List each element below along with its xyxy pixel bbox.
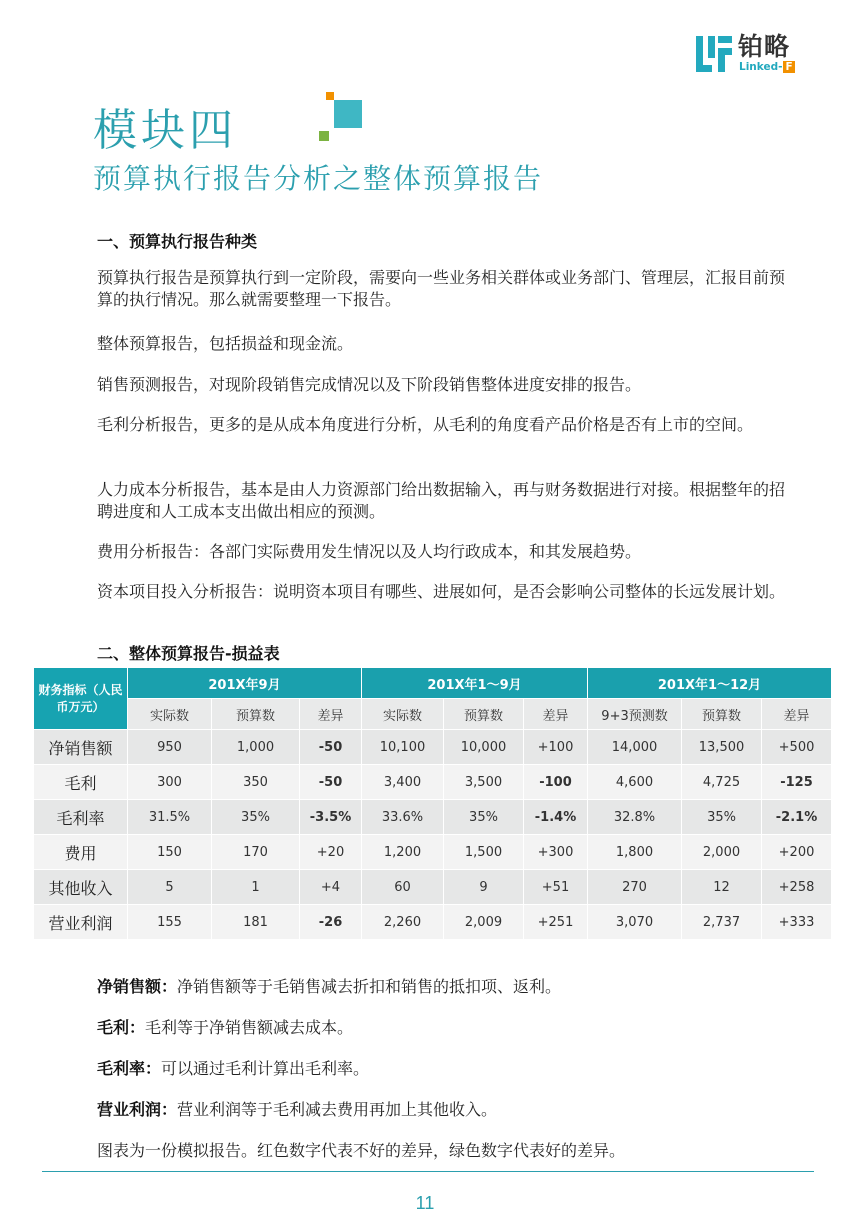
column-header: 预算数 xyxy=(212,699,300,730)
row-label: 毛利 xyxy=(34,765,128,800)
row-label: 净销售额 xyxy=(34,730,128,765)
table-cell: 35% xyxy=(444,800,524,835)
table-cell: 155 xyxy=(128,905,212,940)
footer-divider xyxy=(42,1171,814,1172)
table-cell: 10,100 xyxy=(362,730,444,765)
column-header: 预算数 xyxy=(682,699,762,730)
table-row xyxy=(34,835,832,870)
period-header: 201X年9月 xyxy=(128,668,362,699)
definition-text: 可以通过毛利计算出毛利率。 xyxy=(161,1059,370,1078)
table-cell: 14,000 xyxy=(588,730,682,765)
logo-english-name: Linked- F xyxy=(739,61,793,73)
column-header: 9+3预测数 xyxy=(588,699,682,730)
table-cell: 13,500 xyxy=(682,730,762,765)
table-cell: 60 xyxy=(362,870,444,905)
table-cell: 10,000 xyxy=(444,730,524,765)
table-cell: 1,200 xyxy=(362,835,444,870)
table-cell: 181 xyxy=(212,905,300,940)
table-header-periods xyxy=(34,668,832,699)
corner-header: 财务指标（人民币万元） xyxy=(34,668,128,730)
variance-cell: -50 xyxy=(300,765,362,800)
table-cell: 1,500 xyxy=(444,835,524,870)
table-cell: 33.6% xyxy=(362,800,444,835)
variance-cell: +333 xyxy=(762,905,832,940)
variance-cell: -50 xyxy=(300,730,362,765)
paragraph-expense: 费用分析报告：各部门实际费用发生情况以及人均行政成本，和其发展趋势。 xyxy=(97,542,642,561)
variance-cell: -3.5% xyxy=(300,800,362,835)
logo-chinese-name: 铂略 xyxy=(738,32,791,61)
table-cell: 300 xyxy=(128,765,212,800)
variance-cell: -100 xyxy=(524,765,588,800)
table-row xyxy=(34,800,832,835)
variance-cell: +258 xyxy=(762,870,832,905)
column-header: 差异 xyxy=(524,699,588,730)
variance-cell: -26 xyxy=(300,905,362,940)
definition-operating-profit xyxy=(97,1099,787,1121)
table-cell: 170 xyxy=(212,835,300,870)
variance-cell: +251 xyxy=(524,905,588,940)
module-title: 模块四 xyxy=(93,105,237,156)
section-heading-2: 二、整体预算报告-损益表 xyxy=(97,644,280,663)
table-cell: 1,000 xyxy=(212,730,300,765)
table-row xyxy=(34,730,832,765)
row-label: 其他收入 xyxy=(34,870,128,905)
table-cell: 2,737 xyxy=(682,905,762,940)
definition-text: 营业利润等于毛利减去费用再加上其他收入。 xyxy=(177,1100,498,1119)
paragraph-gross-margin: 毛利分析报告，更多的是从成本角度进行分析，从毛利的角度看产品价格是否有上市的空间。 xyxy=(97,415,754,434)
table-cell: 3,400 xyxy=(362,765,444,800)
variance-cell: +300 xyxy=(524,835,588,870)
paragraph-labor-cost: 人力成本分析报告，基本是由人力资源部门给出数据输入，再与财务数据进行对接。根据整年的招聘进度和人工成本支出做出相应的预测。 xyxy=(97,480,786,521)
decor-square-orange xyxy=(326,92,334,100)
table-cell: 3,070 xyxy=(588,905,682,940)
table-cell: 4,600 xyxy=(588,765,682,800)
table-cell: 950 xyxy=(128,730,212,765)
definition-term: 营业利润： xyxy=(97,1100,178,1119)
column-header: 实际数 xyxy=(362,699,444,730)
period-header: 201X年1～9月 xyxy=(362,668,588,699)
table-cell: 1 xyxy=(212,870,300,905)
table-cell: 31.5% xyxy=(128,800,212,835)
variance-cell: +51 xyxy=(524,870,588,905)
row-label: 费用 xyxy=(34,835,128,870)
table-row xyxy=(34,905,832,940)
brand-logo xyxy=(694,32,814,76)
table-row xyxy=(34,765,832,800)
decor-square-teal xyxy=(334,100,362,128)
variance-cell: -1.4% xyxy=(524,800,588,835)
table-row xyxy=(34,870,832,905)
variance-cell: +200 xyxy=(762,835,832,870)
table-cell: 35% xyxy=(212,800,300,835)
paragraph-intro: 预算执行报告是预算执行到一定阶段，需要向一些业务相关群体或业务部门、管理层，汇报目前预算的执行情况。那么就需要整理一下报告。 xyxy=(97,268,786,309)
table-cell: 9 xyxy=(444,870,524,905)
variance-cell: -125 xyxy=(762,765,832,800)
table-header-columns xyxy=(34,699,832,730)
table-cell: 35% xyxy=(682,800,762,835)
column-header: 差异 xyxy=(300,699,362,730)
definition-term: 毛利： xyxy=(97,1018,146,1037)
definition-term: 毛利率： xyxy=(97,1059,162,1078)
table-cell: 3,500 xyxy=(444,765,524,800)
variance-cell: +20 xyxy=(300,835,362,870)
table-cell: 2,000 xyxy=(682,835,762,870)
column-header: 实际数 xyxy=(128,699,212,730)
row-label: 毛利率 xyxy=(34,800,128,835)
table-cell: 12 xyxy=(682,870,762,905)
table-cell: 1,800 xyxy=(588,835,682,870)
decor-square-green xyxy=(319,131,329,141)
variance-cell: +4 xyxy=(300,870,362,905)
table-cell: 5 xyxy=(128,870,212,905)
definition-gross-profit xyxy=(97,1017,787,1039)
table-cell: 350 xyxy=(212,765,300,800)
variance-cell: +100 xyxy=(524,730,588,765)
column-header: 差异 xyxy=(762,699,832,730)
definition-net-sales xyxy=(97,976,787,998)
definition-gross-margin xyxy=(97,1058,787,1080)
table-cell: 2,260 xyxy=(362,905,444,940)
period-header: 201X年1～12月 xyxy=(588,668,832,699)
row-label: 营业利润 xyxy=(34,905,128,940)
paragraph-sales-forecast: 销售预测报告，对现阶段销售完成情况以及下阶段销售整体进度安排的报告。 xyxy=(97,375,642,394)
table-cell: 4,725 xyxy=(682,765,762,800)
column-header: 预算数 xyxy=(444,699,524,730)
table-cell: 270 xyxy=(588,870,682,905)
logo-mark-icon xyxy=(694,34,734,74)
table-cell: 32.8% xyxy=(588,800,682,835)
table-cell: 2,009 xyxy=(444,905,524,940)
page-subtitle: 预算执行报告分析之整体预算报告 xyxy=(93,162,544,195)
definition-term: 净销售额： xyxy=(97,977,178,996)
page-number: 11 xyxy=(415,1193,435,1213)
section-heading-1: 一、预算执行报告种类 xyxy=(97,232,258,251)
variance-cell: +500 xyxy=(762,730,832,765)
definition-text: 净销售额等于毛销售减去折扣和销售的抵扣项、返利。 xyxy=(177,977,562,996)
paragraph-capex: 资本项目投入分析报告：说明资本项目有哪些、进展如何，是否会影响公司整体的长远发展计划。 xyxy=(97,582,786,601)
variance-cell: -2.1% xyxy=(762,800,832,835)
paragraph-overall-budget: 整体预算报告，包括损益和现金流。 xyxy=(97,334,354,353)
chart-note: 图表为一份模拟报告。红色数字代表不好的差异，绿色数字代表好的差异。 xyxy=(97,1141,626,1160)
income-statement-table xyxy=(33,667,832,940)
definition-text: 毛利等于净销售额减去成本。 xyxy=(145,1018,354,1037)
table-cell: 150 xyxy=(128,835,212,870)
